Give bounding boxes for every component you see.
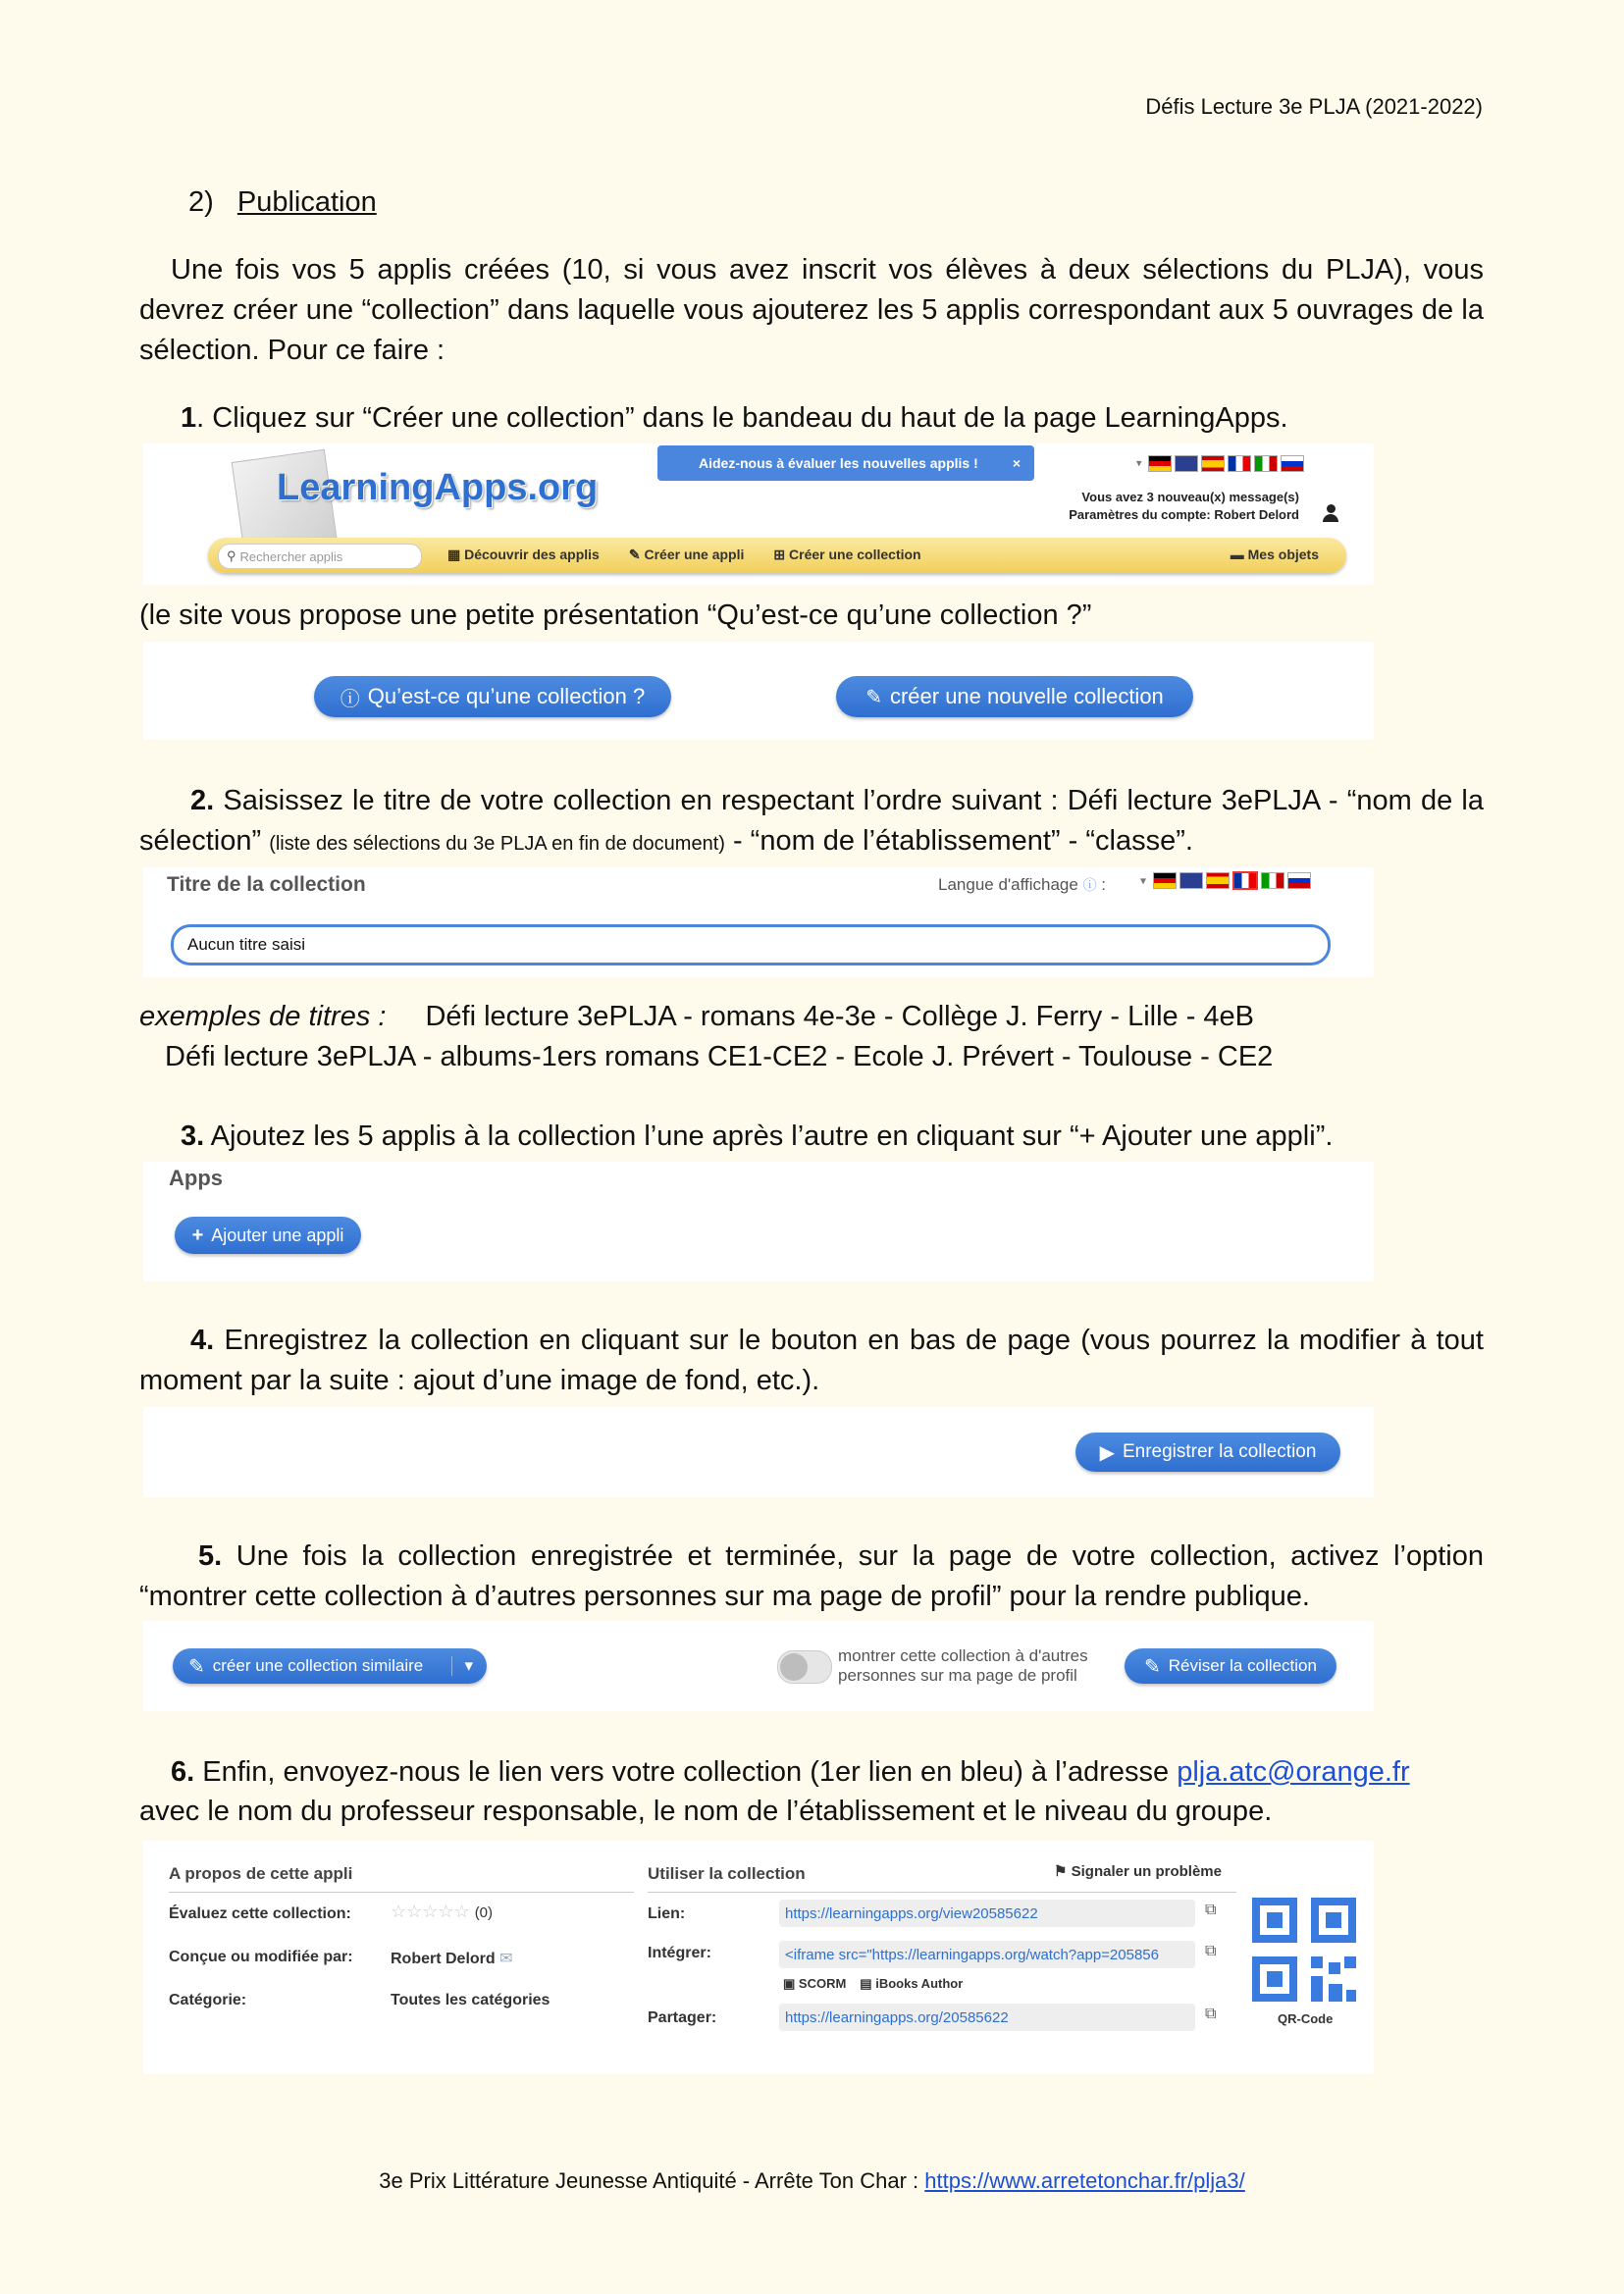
- nav-create-collection-label: Créer une collection: [789, 547, 921, 562]
- share-label: Partager:: [648, 2009, 717, 2026]
- toggle-label-line2: personnes sur ma page de profil: [838, 1666, 1077, 1685]
- use-collection-heading: Utiliser la collection: [648, 1864, 806, 1883]
- nav-discover-label: Découvrir des applis: [464, 547, 600, 562]
- review-collection-label: Réviser la collection: [1168, 1656, 1317, 1675]
- contact-email-link[interactable]: plja.atc@orange.fr: [1177, 1756, 1410, 1788]
- nav-bar: [208, 538, 1346, 573]
- about-heading: A propos de cette appli: [169, 1864, 353, 1883]
- embed-label: Intégrer:: [648, 1945, 711, 1961]
- nav-create-app-label: Créer une appli: [644, 547, 745, 562]
- my-objects-label: Mes objets: [1247, 547, 1319, 562]
- display-language-text: Langue d'affichage: [938, 875, 1078, 894]
- nav-items: [447, 547, 921, 563]
- qr-code-label: QR-Code: [1278, 2011, 1334, 2026]
- what-is-collection-button[interactable]: [314, 676, 671, 717]
- edit-icon: ✎: [188, 1655, 205, 1678]
- example-title-2: Défi lecture 3ePLJA - albums-1ers romans CE1-CE2 - Ecole J. Prévert - Toulouse - CE2: [165, 1041, 1274, 1072]
- pencil-icon: ✎: [865, 686, 882, 708]
- create-new-collection-label: créer une nouvelle collection: [889, 684, 1164, 708]
- apps-label: Apps: [169, 1166, 223, 1190]
- language-flags-2[interactable]: [1140, 871, 1311, 890]
- share-link-value: https://learningapps.org/20585622: [785, 2008, 1009, 2026]
- author-label: Conçue ou modifiée par:: [169, 1949, 353, 1965]
- rating-count: (0): [474, 1904, 494, 1921]
- flag-es-icon[interactable]: [1201, 455, 1225, 472]
- create-new-collection-button[interactable]: [836, 676, 1193, 717]
- language-flags[interactable]: [1136, 455, 1304, 472]
- help-icon[interactable]: ⓘ: [1082, 877, 1097, 893]
- section-heading: [188, 182, 377, 223]
- export-links: [783, 1976, 963, 1992]
- toggle-label: [838, 1646, 1088, 1686]
- search-input[interactable]: [218, 544, 422, 569]
- page-header: Défis Lecture 3e PLJA (2021-2022): [1145, 94, 1483, 119]
- step5-number: 5.: [198, 1540, 223, 1572]
- collection-title-input[interactable]: [171, 924, 1331, 965]
- what-is-collection-label: Qu’est-ce qu’une collection ?: [367, 684, 646, 708]
- report-problem-link[interactable]: [1054, 1862, 1222, 1880]
- account-settings-link[interactable]: Paramètres du compte: Robert Delord: [1069, 507, 1299, 522]
- step2-body-end: - “nom de l’établissement” - “classe”.: [724, 825, 1193, 857]
- create-similar-label: créer une collection similaire: [212, 1656, 424, 1675]
- nav-create-collection[interactable]: [773, 547, 920, 563]
- step2-small-note: (liste des sélections du 3e PLJA en fin de document): [269, 833, 725, 855]
- flag-icon: ⚑: [1054, 1863, 1072, 1880]
- add-app-label: Ajouter une appli: [211, 1225, 344, 1245]
- save-collection-label: Enregistrer la collection: [1122, 1441, 1317, 1462]
- add-app-button[interactable]: [175, 1217, 361, 1254]
- collection-link-field[interactable]: [779, 1900, 1195, 1927]
- save-collection-button[interactable]: [1075, 1433, 1340, 1472]
- create-similar-collection-button[interactable]: [173, 1648, 487, 1684]
- flag-uk-icon[interactable]: [1175, 455, 1198, 472]
- nav-discover[interactable]: [447, 547, 600, 563]
- step6-line2: avec le nom du professeur responsable, le nom de l’établissement et le niveau du groupe.: [139, 1796, 1273, 1827]
- flag-it-icon[interactable]: [1261, 872, 1284, 889]
- save-screenshot: [143, 1407, 1374, 1497]
- apps-screenshot: [143, 1162, 1374, 1281]
- step1-body: . Cliquez sur “Créer une collection” dans le bandeau du haut de la page LearningApps.: [196, 402, 1288, 434]
- step2-text: [139, 781, 1484, 864]
- chevron-down-icon: ▾: [1136, 457, 1142, 470]
- step3-body: Ajoutez les 5 applis à la collection l’une après l’autre en cliquant sur “+ Ajouter une appli”.: [204, 1121, 1334, 1152]
- report-problem-label: Signaler un problème: [1071, 1863, 1222, 1880]
- step6-number: 6.: [171, 1756, 195, 1788]
- flag-it-icon[interactable]: [1254, 455, 1278, 472]
- my-objects-link[interactable]: [1231, 547, 1319, 562]
- section-title: Publication: [236, 186, 377, 218]
- info-icon: ⓘ: [340, 688, 360, 710]
- flag-es-icon[interactable]: [1206, 872, 1230, 889]
- help-banner[interactable]: [657, 445, 1034, 481]
- display-language-label: Langue d'affichage ⓘ :: [938, 875, 1107, 894]
- plus-icon: +: [191, 1224, 204, 1246]
- embed-code-value: <iframe src="https://learningapps.org/watch?app=205856: [785, 1946, 1159, 1963]
- collection-info-screenshot: [143, 1841, 1374, 2074]
- step2-number: 2.: [190, 785, 215, 816]
- section-number: 2): [188, 186, 214, 218]
- collection-link-value: https://learningapps.org/view20585622: [785, 1904, 1038, 1922]
- flag-uk-icon[interactable]: [1179, 872, 1203, 889]
- ibooks-link[interactable]: [860, 1976, 963, 1991]
- step3-text: [181, 1117, 1333, 1157]
- collection-icon: ⊞: [773, 547, 790, 562]
- user-icon[interactable]: [1323, 504, 1338, 522]
- page-footer: [0, 2168, 1624, 2194]
- step4-number: 4.: [190, 1325, 215, 1356]
- ibooks-label: iBooks Author: [875, 1976, 964, 1991]
- example-1-text: Défi lecture 3ePLJA - romans 4e-3e - Collège J. Ferry - Lille - 4eB: [425, 1001, 1255, 1032]
- flag-de-icon[interactable]: [1153, 872, 1177, 889]
- qr-code-icon[interactable]: [1252, 1898, 1356, 2002]
- book-icon: ▤: [860, 1976, 876, 1991]
- step2-body: Saisissez le titre de votre collection en respectant l’ordre suivant : Défi lecture 3ePLJA - “nom de la sélection”: [139, 785, 1484, 857]
- play-icon: ▶: [1099, 1441, 1115, 1464]
- flag-de-icon[interactable]: [1148, 455, 1172, 472]
- rate-label: Évaluez cette collection:: [169, 1905, 351, 1922]
- grid-icon: ▦: [447, 547, 465, 562]
- scorm-label: SCORM: [798, 1976, 847, 1991]
- flag-fr-icon[interactable]: [1228, 455, 1251, 472]
- learningapps-logo: LearningApps.org: [277, 467, 599, 508]
- pencil-icon: ✎: [628, 547, 645, 562]
- scorm-link[interactable]: [783, 1976, 846, 1991]
- publish-screenshot: [143, 1621, 1374, 1711]
- share-link-field[interactable]: [779, 2004, 1195, 2031]
- learningapps-header-screenshot: [143, 443, 1374, 585]
- mail-icon[interactable]: ✉: [499, 1951, 513, 1967]
- step1-text: [181, 398, 1288, 439]
- author-name: [391, 1949, 513, 1968]
- step1-number: 1: [181, 402, 197, 434]
- copy-icon[interactable]: ⧉: [1205, 2006, 1217, 2022]
- examples-label: exemples de titres :: [139, 1001, 387, 1032]
- footer-link[interactable]: https://www.arretetonchar.fr/plja3/: [924, 2168, 1245, 2193]
- step5-text: [139, 1537, 1484, 1617]
- review-collection-button[interactable]: [1125, 1648, 1336, 1684]
- title-field-label: Titre de la collection: [167, 873, 366, 896]
- collection-title-value: Aucun titre saisi: [187, 935, 305, 954]
- box-icon: ▣: [783, 1976, 799, 1991]
- search-placeholder: Rechercher applis: [239, 548, 343, 564]
- copy-icon[interactable]: ⧉: [1205, 1902, 1217, 1918]
- nav-create-app[interactable]: [629, 547, 745, 563]
- step4-body: Enregistrez la collection en cliquant sur le bouton en bas de page (vous pourrez la modifier à tout moment par la suite : ajout d’une image de fond, etc.).: [139, 1325, 1484, 1396]
- category-label: Catégorie:: [169, 1992, 247, 2008]
- note1-text: (le site vous propose une petite présentation “Qu’est-ce qu’une collection ?”: [139, 600, 1092, 631]
- chevron-down-icon[interactable]: ▾: [451, 1656, 473, 1676]
- step3-number: 3.: [181, 1121, 205, 1152]
- intro-paragraph: Une fois vos 5 applis créées (10, si vous avez inscrit vos élèves à deux sélections du PLJA), vous devrez créer une “collection” dans laquelle vous ajouterez les 5 applis correspondant aux 5 ouvrages de la sélection. Pour ce faire :: [139, 254, 1484, 366]
- toggle-knob: [780, 1653, 808, 1681]
- rating-stars[interactable]: ☆☆☆☆☆ (0): [391, 1902, 494, 1921]
- flag-ru-icon[interactable]: [1287, 872, 1311, 889]
- example-title-1: [139, 997, 1254, 1037]
- embed-code-field[interactable]: [779, 1941, 1195, 1968]
- flag-fr-icon[interactable]: [1232, 871, 1258, 890]
- category-value: Toutes les catégories: [391, 1992, 550, 2008]
- author-name-text: Robert Delord: [391, 1951, 496, 1967]
- profile-visibility-toggle[interactable]: [777, 1650, 832, 1684]
- toggle-label-line1: montrer cette collection à d'autres: [838, 1646, 1088, 1665]
- messages-link[interactable]: Vous avez 3 nouveau(x) message(s): [1081, 490, 1299, 504]
- collection-buttons-screenshot: [143, 642, 1374, 740]
- close-icon[interactable]: ×: [1012, 455, 1021, 471]
- step6-body: Enfin, envoyez-nous le lien vers votre collection (1er lien en bleu) à l’adresse: [194, 1756, 1178, 1788]
- footer-text: 3e Prix Littérature Jeunesse Antiquité - Arrête Ton Char :: [379, 2168, 925, 2193]
- search-icon: ⚲: [227, 548, 236, 563]
- help-banner-text: Aidez-nous à évaluer les nouvelles applis !: [699, 455, 978, 471]
- flag-ru-icon[interactable]: [1281, 455, 1304, 472]
- link-label: Lien:: [648, 1905, 686, 1922]
- step6-line1: [171, 1752, 1410, 1793]
- collection-title-screenshot: [143, 867, 1374, 977]
- step4-text: [139, 1321, 1484, 1401]
- folder-icon: ▬: [1230, 547, 1248, 562]
- copy-icon[interactable]: ⧉: [1205, 1943, 1217, 1959]
- step5-body: Une fois la collection enregistrée et terminée, sur la page de votre collection, activez l’option “montrer cette collection à d’autres personnes sur ma page de profil” pour la rendre publique.: [139, 1540, 1484, 1612]
- pencil-icon: ✎: [1144, 1655, 1161, 1678]
- chevron-down-icon: ▾: [1140, 873, 1147, 888]
